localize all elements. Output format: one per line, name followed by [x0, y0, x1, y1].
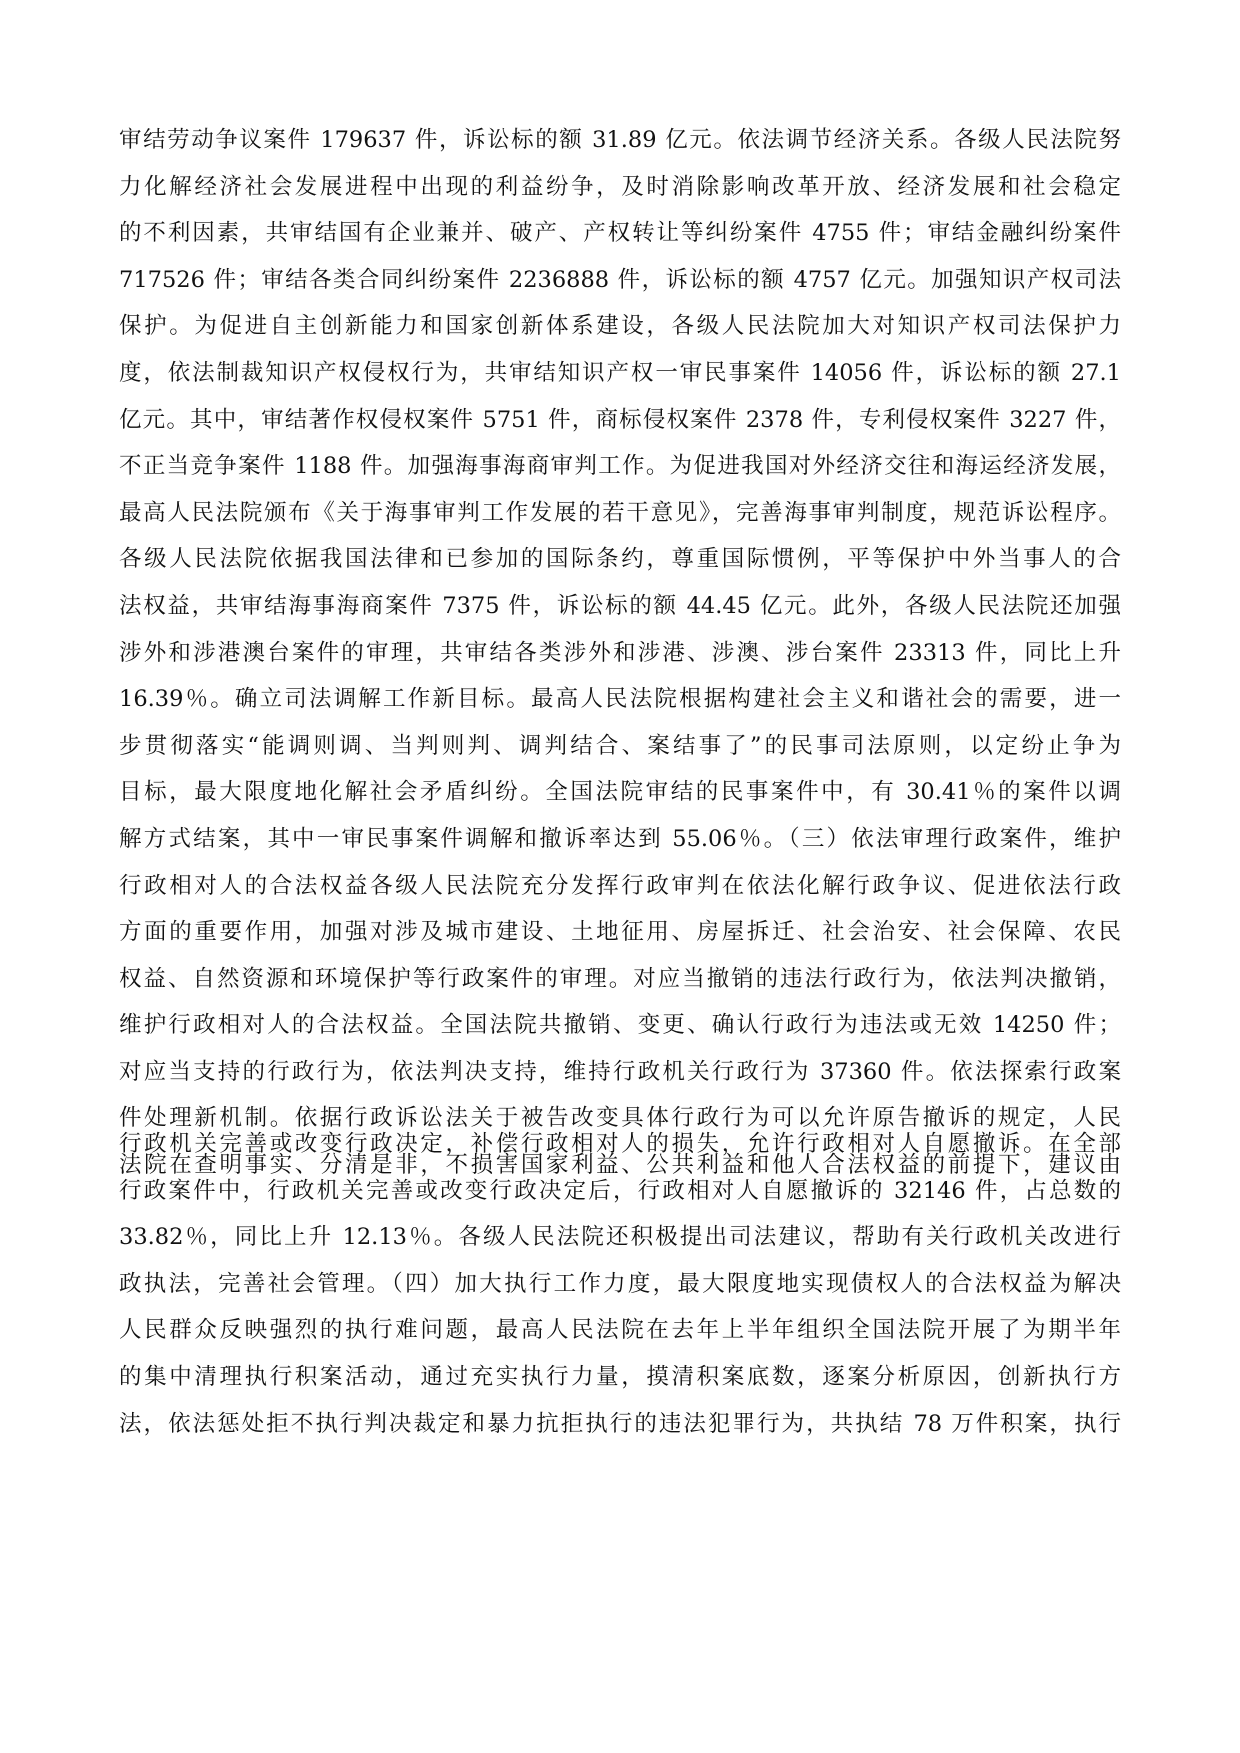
text-line: 33.82％，同比上升 12.13％。各级人民法院还积极提出司法建议，帮助有关行政机关改进行 — [119, 1224, 1121, 1251]
text-line: 解方式结案，其中一审民事案件调解和撤诉率达到 55.06％。（三）依法审理行政案件，维护 — [119, 825, 1121, 852]
text-line: 件处理新机制。依据行政诉讼法关于被告改变具体行政行为可以允许原告撤诉的规定，人民 — [119, 1105, 1121, 1132]
text-line: 717526 件；审结各类合同纠纷案件 2236888 件，诉讼标的额 4757 亿元。加强知识产权司法 — [119, 266, 1121, 293]
text-block-lower — [119, 1121, 1121, 1447]
text-line: 对应当支持的行政行为，依法判决支持，维持行政机关行政行为 37360 件。依法探索行政案 — [119, 1058, 1121, 1085]
text-line: 政执法，完善社会管理。（四）加大执行工作力度，最大限度地实现债权人的合法权益为解决 — [119, 1270, 1121, 1297]
text-line: 不正当竞争案件 1188 件。加强海事海商审判工作。为促进我国对外经济交往和海运经济发展， — [119, 453, 1121, 480]
text-line: 保护。为促进自主创新能力和国家创新体系建设，各级人民法院加大对知识产权司法保护力 — [119, 313, 1121, 340]
text-line: 法院在查明事实、分清是非，不损害国家利益、公共利益和他人合法权益的前提下，建议由 — [119, 1152, 1121, 1179]
text-block-upper — [119, 117, 1121, 1189]
text-line: 人民群众反映强烈的执行难问题，最高人民法院在去年上半年组织全国法院开展了为期半年 — [119, 1317, 1121, 1344]
text-line: 维护行政相对人的合法权益。全国法院共撤销、变更、确认行政行为违法或无效 14250 件； — [119, 1012, 1121, 1039]
text-line: 最高人民法院颁布《关于海事审判工作发展的若干意见》，完善海事审判制度，规范诉讼程序。 — [119, 499, 1121, 526]
text-line: 步贯彻落实“能调则调、当判则判、调判结合、案结事了”的民事司法原则，以定纷止争为 — [119, 732, 1121, 759]
text-line: 目标，最大限度地化解社会矛盾纠纷。全国法院审结的民事案件中，有 30.41％的案件以调 — [119, 779, 1121, 806]
text-line: 的集中清理执行积案活动，通过充实执行力量，摸清积案底数，逐案分析原因，创新执行方 — [119, 1363, 1121, 1390]
text-line: 审结劳动争议案件 179637 件，诉讼标的额 31.89 亿元。依法调节经济关系。各级人民法院努 — [119, 127, 1121, 153]
text-line: 16.39％。确立司法调解工作新目标。最高人民法院根据构建社会主义和谐社会的需要，进一 — [119, 686, 1121, 713]
text-line: 行政相对人的合法权益各级人民法院充分发挥行政审判在依法化解行政争议、促进依法行政 — [119, 872, 1121, 899]
text-line: 法，依法惩处拒不执行判决裁定和暴力抗拒执行的违法犯罪行为，共执结 78 万件积案，执行 — [119, 1410, 1121, 1437]
text-line: 行政机关完善或改变行政决定，补偿行政相对人的损失，允许行政相对人自愿撤诉。在全部 — [119, 1131, 1121, 1157]
text-line: 行政案件中，行政机关完善或改变行政决定后，行政相对人自愿撤诉的 32146 件，占总数的 — [119, 1177, 1121, 1204]
text-line: 各级人民法院依据我国法律和已参加的国际条约，尊重国际惯例，平等保护中外当事人的合 — [119, 546, 1121, 573]
text-line: 的不利因素，共审结国有企业兼并、破产、产权转让等纠纷案件 4755 件；审结金融纠纷案件 — [119, 220, 1121, 247]
text-line: 方面的重要作用，加强对涉及城市建设、土地征用、房屋拆迁、社会治安、社会保障、农民 — [119, 919, 1121, 946]
text-line: 涉外和涉港澳台案件的审理，共审结各类涉外和涉港、涉澳、涉台案件 23313 件，同比上升 — [119, 639, 1121, 666]
text-line: 权益、自然资源和环境保护等行政案件的审理。对应当撤销的违法行政行为，依法判决撤销， — [119, 965, 1121, 992]
text-line: 度，依法制裁知识产权侵权行为，共审结知识产权一审民事案件 14056 件，诉讼标的额 27.1 — [119, 359, 1121, 386]
text-line: 法权益，共审结海事海商案件 7375 件，诉讼标的额 44.45 亿元。此外，各级人民法院还加强 — [119, 592, 1121, 619]
text-line: 力化解经济社会发展进程中出现的利益纷争，及时消除影响改革开放、经济发展和社会稳定 — [119, 173, 1121, 200]
text-line: 亿元。其中，审结著作权侵权案件 5751 件，商标侵权案件 2378 件，专利侵权案件 3227 件， — [119, 406, 1121, 433]
